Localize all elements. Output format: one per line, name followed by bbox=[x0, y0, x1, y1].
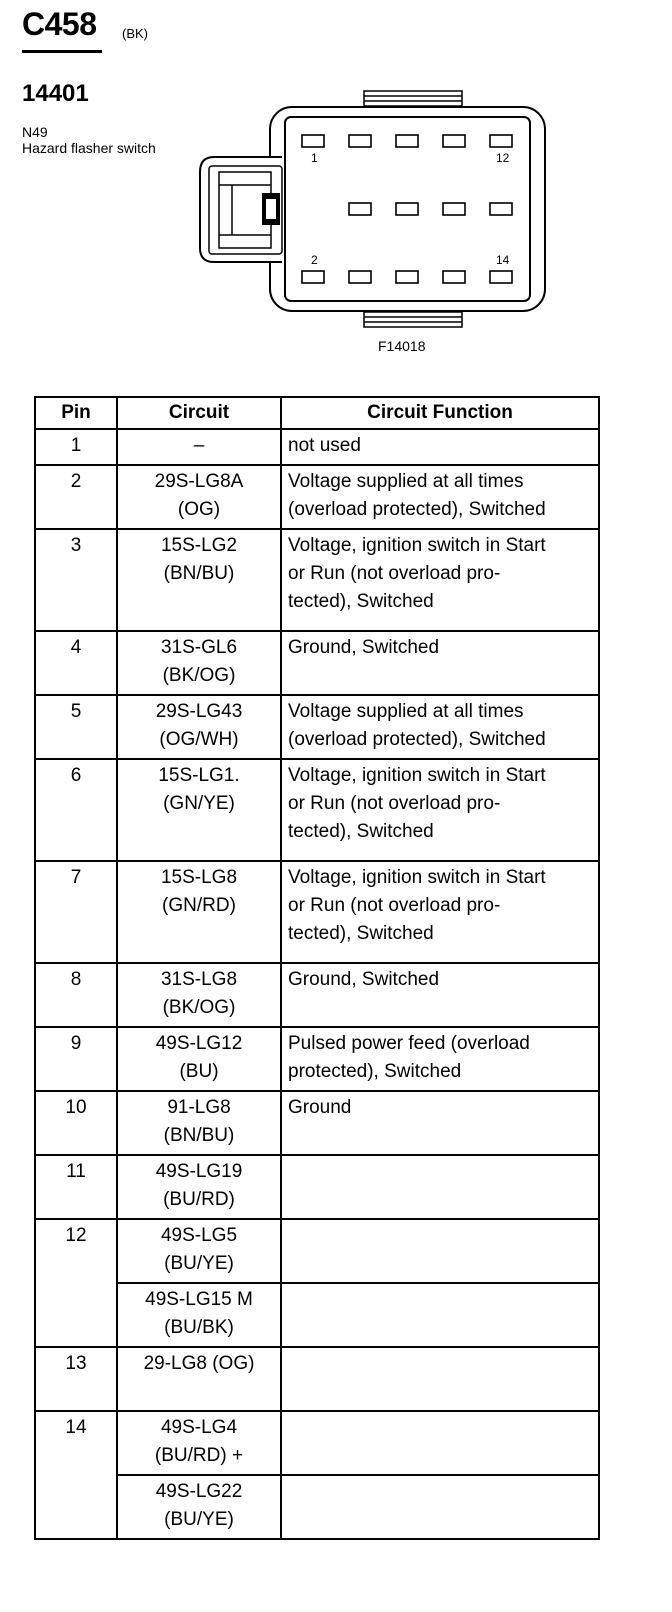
header-pin: Pin bbox=[35, 397, 117, 429]
cell-pin: 10 bbox=[35, 1091, 117, 1155]
header-circuit-function: Circuit Function bbox=[281, 397, 599, 429]
cell-function bbox=[281, 1155, 599, 1219]
cell-function: Voltage supplied at all times (overload protected), Switched bbox=[281, 465, 599, 529]
cell-pin: 7 bbox=[35, 861, 117, 963]
cell-function: Ground bbox=[281, 1091, 599, 1155]
cell-circuit: 49S-LG22 (BU/YE) bbox=[117, 1475, 281, 1539]
cell-circuit: 49S-LG5 (BU/YE) bbox=[117, 1219, 281, 1283]
cell-pin: 8 bbox=[35, 963, 117, 1027]
table-row bbox=[35, 1091, 599, 1155]
cell-circuit: 49S-LG19 (BU/RD) bbox=[117, 1155, 281, 1219]
pin-label-2: 2 bbox=[311, 253, 318, 267]
cell-pin: 2 bbox=[35, 465, 117, 529]
connector-diagram bbox=[0, 0, 672, 360]
cell-circuit: 49S-LG15 M (BU/BK) bbox=[117, 1283, 281, 1347]
component-description: Hazard flasher switch bbox=[22, 140, 156, 156]
header-circuit: Circuit bbox=[117, 397, 281, 429]
pin-label-14: 14 bbox=[496, 253, 510, 267]
cell-circuit: 31S-GL6 (BK/OG) bbox=[117, 631, 281, 695]
pin-table bbox=[34, 396, 600, 1540]
cell-circuit: 49S-LG12 (BU) bbox=[117, 1027, 281, 1091]
table-row bbox=[35, 465, 599, 529]
cell-pin: 13 bbox=[35, 1347, 117, 1411]
table-row bbox=[35, 963, 599, 1027]
cell-pin: 14 bbox=[35, 1411, 117, 1539]
cell-function: Ground, Switched bbox=[281, 963, 599, 1027]
cell-pin: 11 bbox=[35, 1155, 117, 1219]
table-header-row bbox=[35, 397, 599, 429]
cell-function bbox=[281, 1347, 599, 1411]
cell-pin: 9 bbox=[35, 1027, 117, 1091]
pin-label-1: 1 bbox=[311, 151, 318, 165]
table-row bbox=[35, 631, 599, 695]
pin-label-12: 12 bbox=[496, 151, 510, 165]
table-row bbox=[35, 759, 599, 861]
table-row bbox=[35, 1411, 599, 1475]
cell-function bbox=[281, 1411, 599, 1475]
cell-circuit: 29-LG8 (OG) bbox=[117, 1347, 281, 1411]
cell-circuit: 91-LG8 (BN/BU) bbox=[117, 1091, 281, 1155]
cell-circuit: 15S-LG8 (GN/RD) bbox=[117, 861, 281, 963]
cell-circuit: 29S-LG43 (OG/WH) bbox=[117, 695, 281, 759]
table-row bbox=[35, 1475, 599, 1539]
cell-function bbox=[281, 1475, 599, 1539]
table-row bbox=[35, 529, 599, 631]
cell-function bbox=[281, 1219, 599, 1283]
cell-pin: 6 bbox=[35, 759, 117, 861]
connector-code: C458 bbox=[22, 6, 97, 42]
cell-function: Pulsed power feed (overload protected), Switched bbox=[281, 1027, 599, 1091]
cell-circuit: 29S-LG8A (OG) bbox=[117, 465, 281, 529]
part-number: 14401 bbox=[22, 80, 89, 107]
cell-function: not used bbox=[281, 429, 599, 465]
cell-pin: 4 bbox=[35, 631, 117, 695]
cell-function: Voltage supplied at all times (overload protected), Switched bbox=[281, 695, 599, 759]
table-row bbox=[35, 1155, 599, 1219]
cell-pin: 3 bbox=[35, 529, 117, 631]
cell-circuit: 49S-LG4 (BU/RD) + bbox=[117, 1411, 281, 1475]
cell-circuit: 31S-LG8 (BK/OG) bbox=[117, 963, 281, 1027]
cell-circuit: 15S-LG2 (BN/BU) bbox=[117, 529, 281, 631]
cell-function: Ground, Switched bbox=[281, 631, 599, 695]
table-row bbox=[35, 429, 599, 465]
table-row bbox=[35, 1027, 599, 1091]
table-row bbox=[35, 1219, 599, 1283]
cell-pin: 1 bbox=[35, 429, 117, 465]
cell-circuit: 15S-LG1. (GN/YE) bbox=[117, 759, 281, 861]
table-row bbox=[35, 1347, 599, 1411]
cell-circuit: – bbox=[117, 429, 281, 465]
table-row bbox=[35, 695, 599, 759]
component-ref: N49 bbox=[22, 124, 48, 140]
table-row bbox=[35, 861, 599, 963]
table-row bbox=[35, 1283, 599, 1347]
connector-color: (BK) bbox=[122, 26, 148, 41]
cell-function: Voltage, ignition switch in Start or Run (not overload pro- tected), Switched bbox=[281, 759, 599, 861]
cell-function: Voltage, ignition switch in Start or Run (not overload pro- tected), Switched bbox=[281, 529, 599, 631]
figure-id: F14018 bbox=[378, 338, 426, 354]
cell-pin: 12 bbox=[35, 1219, 117, 1347]
cell-function bbox=[281, 1283, 599, 1347]
cell-function: Voltage, ignition switch in Start or Run (not overload pro- tected), Switched bbox=[281, 861, 599, 963]
cell-pin: 5 bbox=[35, 695, 117, 759]
